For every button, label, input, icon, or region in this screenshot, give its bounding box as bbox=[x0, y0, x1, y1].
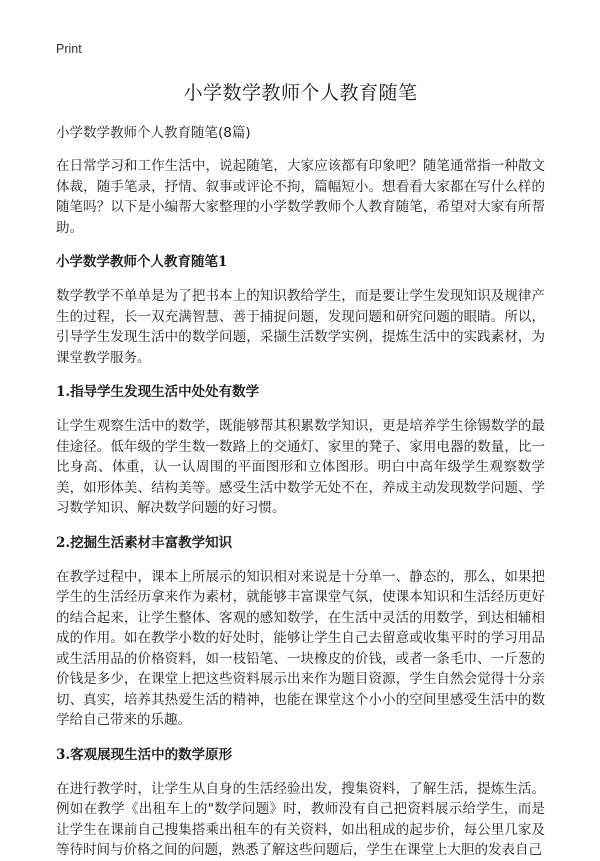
section-math-prototype bbox=[56, 745, 545, 861]
document-subtitle: 小学数学教师个人教育随笔(8篇) bbox=[56, 125, 251, 141]
section-essay-1 bbox=[56, 252, 545, 368]
section-life-materials bbox=[56, 533, 545, 731]
page-title: 小学数学教师个人教育随笔 bbox=[183, 82, 418, 104]
section-heading: 3.客观展现生活中的数学原形 bbox=[56, 746, 233, 763]
section-paragraph: 在进行教学时，让学生从自身的生活经验出发，搜集资料，了解生活，提炼生活。例如在教学《出租车上的"数学问题》时，教师没有自己把资料展示给学生，而是让学生在课前自己搜集搭乘出租车的有关资料，如出租成的起步价，每公里几家及等待时间与价格之间的问题，熟悉了解这些问题后，学生在课堂上大胆的发表自己 bbox=[56, 780, 545, 858]
section-heading: 2.挖掘生活素材丰富教学知识 bbox=[56, 534, 233, 551]
section-paragraph: 在教学过程中，课本上所展示的知识相对来说是十分单一、静态的，那么，如果把学生的生活经历拿来作为素材，就能够丰富课堂气氛，使课本知识和生活经历更好的结合起来，让学生整体、客观的感知数学，在生活中灵活的用数学，到达相辅相成的作用。如在教学小数的好处时，能够让学生自己去留意或收集平时的学习用品或生活用品的价格资料，如一枝铅笔、一块橡皮的价钱，或者一条毛巾、一斤葱的价钱是多少，在课堂上把这些资料展示出来作为题目资源，学生自然会觉得十分亲切、真实，培养其热爱生活的精神，也能在课堂这个小小的空间里感受生活中的数学给自己带来的乐趣。 bbox=[56, 568, 545, 728]
print-link[interactable]: Print bbox=[56, 42, 82, 56]
section-paragraph: 让学生观察生活中的数学，既能够帮其积累数学知识，更是培养学生徐锡数学的最佳途径。低年级的学生数一数路上的交通灯、家里的凳子、家用电器的数量，比一比身高、体重，认一认周围的平面图形和立体图形。明白中高年级学生观察数学美，如形体美、结构美等。感受生活中数学无处不在，养成主动发现数学问题、学习数学知识、解决数学问题的好习惯。 bbox=[56, 418, 545, 516]
section-heading: 小学数学教师个人教育随笔1 bbox=[56, 254, 228, 270]
section-paragraph: 数学教学不单单是为了把书本上的知识教给学生，而是要让学生发现知识及规律产生的过程，长一双充满智慧、善于捕捉问题，发现问题和研究问题的眼睛。所以，引导学生发现生活中的数学问题，采撷生活数学实例，提炼生活中的实践素材，为课堂教学服务。 bbox=[56, 288, 545, 366]
section-heading: 1.指导学生发现生活中处处有数学 bbox=[56, 384, 260, 400]
section-discover-math bbox=[56, 382, 545, 519]
intro-paragraph: 在日常学习和工作生活中，说起随笔，大家应该都有印象吧？随笔通常指一种散文体裁，随手笔录，抒情、叙事或评论不拘，篇幅短小。想看看大家都在写什么样的随笔吗？以下是小编帮大家整理的小学数学教师个人教育随笔，希望对大家有所帮助。 bbox=[56, 158, 545, 236]
